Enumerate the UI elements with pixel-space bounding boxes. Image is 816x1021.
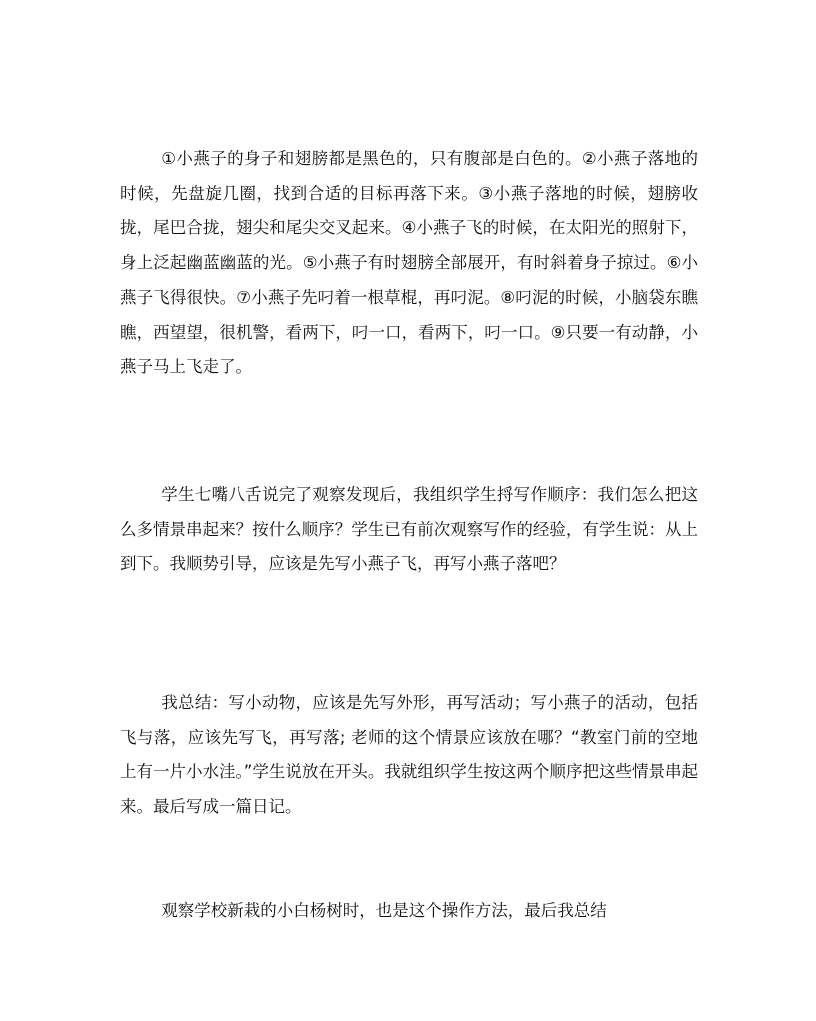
paragraph-teacher-summary: 我总结：写小动物，应该是先写外形，再写活动；写小燕子的活动，包括飞与落，应该先写飞，再写落; 老师的这个情景应该放在哪？“教室门前的空地上有一片小水洼。”学生说放在开头。我就组织学生按这两个顺序把这些情景串起来。最后写成一篇日记。	[120, 693, 698, 817]
paragraph-writing-order: 学生七嘴八舌说完了观察发现后，我组织学生捋写作顺序：我们怎么把这么多情景串起来？按什么顺序？学生已有前次观察写作的经验，有学生说：从上到下。我顺势引导，应该是先写小燕子飞，再写小燕子落吧？	[120, 485, 698, 574]
paragraph-swallow-observations: ①小燕子的身子和翅膀都是黑色的，只有腹部是白色的。②小燕子落地的时候，先盘旋几圈，找到合适的目标再落下来。③小燕子落地的时候，翅膀收拢，尾巴合拢，翅尖和尾尖交叉起来。④小燕子飞的时候，在太阳光的照射下，身上泛起幽蓝幽蓝的光。⑤小燕子有时翅膀全部展开，有时斜着身子掠过。⑥小燕子飞得很快。⑦小燕子先叼着一根草棍，再叼泥。⑧叼泥的时候，小脑袋东瞧瞧，西望望，很机警，看两下，叼一口，看两下，叼一口。⑨只要一有动静，小燕子马上飞走了。	[120, 149, 698, 377]
paragraph-poplar-observation: 观察学校新栽的小白杨树时，也是这个操作方法，最后我总结	[161, 901, 607, 920]
